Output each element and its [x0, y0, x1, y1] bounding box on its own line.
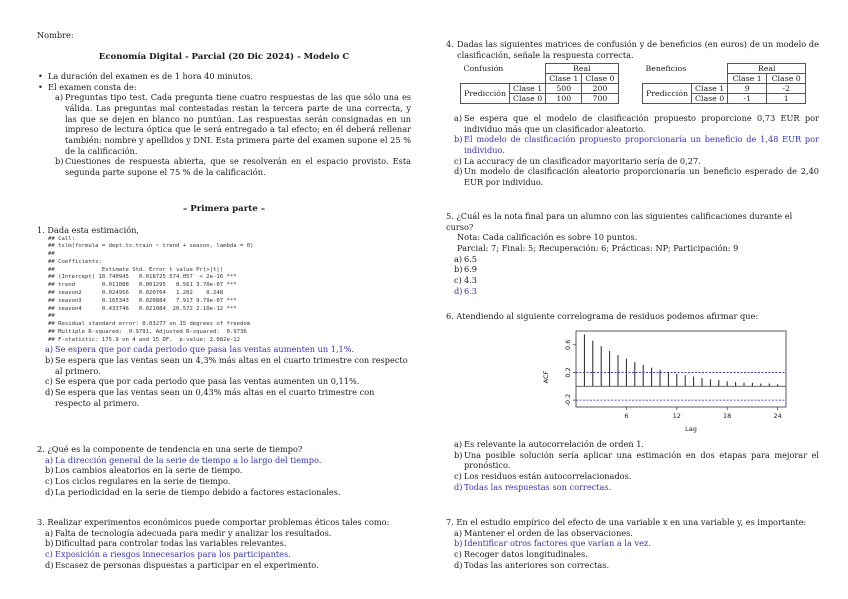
benefits-cell-11: 9 [728, 84, 767, 94]
q3-option-c-text: Exposición a riesgos innecesarios para los participantes. [55, 548, 291, 559]
q2-option-c-text: Los ciclos regulares en la serie de tiempo. [55, 475, 231, 486]
q3-text: Realizar experimentos económicos puede comportar problemas éticos tales como: [47, 517, 390, 527]
q5-option-b-text: 6.9 [464, 264, 478, 275]
q4-option-b[interactable] [446, 134, 819, 155]
benefits-cell-01: -1 [728, 94, 767, 104]
q1-option-d-label: d) [45, 387, 54, 397]
instructions [37, 71, 411, 178]
q7-option-c[interactable] [446, 549, 819, 560]
q5-option-c-label: c) [454, 274, 462, 285]
question-3 [37, 517, 411, 570]
q1-option-b-label: b) [45, 355, 54, 366]
benefits-matrix [642, 63, 806, 104]
instruction-part-b [37, 156, 411, 177]
confusion-real-header: Real [546, 64, 618, 74]
q7-option-d-label: d) [454, 559, 463, 570]
q5-option-b-label: b) [454, 264, 463, 275]
q4-option-d-text: Un modelo de clasificación aleatorio proporcionaría un beneficio esperado de 2,40 EUR por individuo. [464, 166, 819, 187]
q5-option-a-label: a) [454, 253, 463, 264]
confusion-matrix [460, 63, 619, 104]
q5-number: 5. [446, 211, 454, 221]
benefits-pred-header: Predicción [643, 84, 692, 104]
confusion-col-class1: Clase 1 [546, 74, 582, 84]
q6-options [446, 439, 819, 492]
q6-option-b[interactable] [446, 450, 819, 471]
acf-axes [564, 331, 786, 420]
q2-text: ¿Qué es la componente de tendencia en una serie de tiempo? [47, 444, 303, 454]
q4-option-d-label: d) [454, 166, 463, 177]
acf-chart [536, 323, 796, 435]
question-7 [446, 517, 819, 570]
q7-option-b-text: Identificar otros factores que varían a la vez. [464, 538, 651, 549]
acf-x-axis-label: Lag [685, 425, 697, 433]
exam-title: Economía Digital - Parcial (20 Dic 2024) - Modelo C [98, 52, 350, 62]
benefits-row-class0: Clase 0 [692, 94, 728, 104]
q5-option-d-text: 6.3 [464, 285, 478, 296]
q1-option-c-text: Se espera que por cada periodo que pasa las ventas aumenten un 0,11%. [55, 376, 360, 387]
instruction-structure [37, 82, 411, 93]
q3-number: 3. [37, 517, 45, 527]
acf-x-tick-label: 12 [672, 412, 681, 420]
confusion-cell-10: 200 [582, 84, 618, 94]
part-b-text: Cuestiones de respuesta abierta, que se resolverán en el espacio provisto. Esta segunda parte supone el 75 % de la calificación. [65, 156, 411, 177]
q4-text: Dadas las siguientes matrices de confusión y de beneficios (en euros) de un modelo de clasificación, señale la respuesta correcta. [457, 39, 819, 60]
benefits-row-class1: Clase 1 [692, 84, 728, 94]
question-2 [37, 444, 411, 497]
q7-option-d[interactable] [446, 560, 819, 571]
q5-note: Nota: Cada calificación es sobre 10 puntos. [457, 232, 638, 243]
name-label: Nombre: [37, 30, 74, 40]
q1-option-c-label: c) [45, 376, 53, 387]
benefits-col-class1: Clase 1 [728, 74, 767, 84]
q5-text: ¿Cuál es la nota final para un alumno con las siguientes calificaciones durante el curso? [446, 211, 793, 232]
q4-option-b-label: b) [454, 134, 463, 145]
acf-x-tick-label: 24 [773, 412, 782, 420]
benefits-cell-00: 1 [767, 94, 806, 104]
confusion-pred-header: Predicción [461, 84, 510, 104]
q6-option-a-text: Es relevante la autocorrelación de orden 1. [464, 439, 645, 449]
acf-y-tick-label: 0.6 [564, 339, 572, 350]
q2-option-b[interactable] [37, 465, 411, 476]
question-6 [446, 311, 819, 322]
benefits-cell-10: -2 [767, 84, 806, 94]
q1-option-c[interactable] [37, 376, 411, 387]
confusion-title: Confusión [463, 64, 504, 73]
q7-option-b[interactable] [446, 538, 819, 549]
part-a-label: a) [55, 92, 64, 103]
confusion-cell-00: 700 [582, 94, 618, 104]
q3-option-d-label: d) [45, 559, 54, 570]
q4-option-c-label: c) [454, 155, 462, 166]
q4-number: 4. [446, 39, 454, 49]
instruction-duration: • La duración del examen es de 1 hora 40 minutos. [37, 71, 411, 82]
q7-option-d-text: Todas las anteriores son correctas. [464, 559, 610, 570]
q2-option-d-label: d) [45, 486, 54, 497]
q7-option-a[interactable] [446, 528, 819, 539]
q3-option-d-text: Escasez de personas dispuestas a participar en el experimento. [55, 559, 319, 570]
q7-number: 7. [446, 517, 454, 527]
q6-option-d-label: d) [454, 481, 463, 492]
q6-number: 6. [446, 311, 454, 321]
q2-option-a[interactable] [37, 455, 411, 466]
benefits-col-class0: Clase 0 [767, 74, 806, 84]
q2-option-b-text: Los cambios aleatorios en la serie de tiempo. [55, 465, 243, 476]
q7-option-a-text: Mantener el orden de las observaciones. [464, 527, 633, 538]
confusion-row-class1: Clase 1 [510, 84, 546, 94]
instruction-part-a [37, 92, 411, 156]
q3-option-b-text: Dificultad para controlar todas las variables relevantes. [55, 538, 287, 549]
q2-option-b-label: b) [45, 465, 54, 476]
q1-option-a-text: Se espera que por cada periodo que pasa las ventas aumenten un 1,1%. [55, 344, 355, 355]
q6-option-c-label: c) [454, 470, 462, 481]
q3-option-b[interactable] [37, 538, 411, 549]
acf-y-axis-label: ACF [542, 370, 550, 384]
acf-plot-frame [576, 331, 786, 407]
q7-option-a-label: a) [454, 527, 463, 538]
q5-option-c-text: 4.3 [464, 274, 478, 285]
acf-y-tick-label: -0.2 [564, 393, 572, 407]
confusion-cell-01: 100 [546, 94, 582, 104]
q6-text: Atendiendo al siguiente correlograma de residuos podemos afirmar que: [456, 311, 759, 321]
q4-options [446, 113, 819, 188]
confusion-cell-11: 500 [546, 84, 582, 94]
q5-option-d-label: d) [454, 285, 463, 296]
q5-option-a-text: 6.5 [464, 253, 478, 264]
q5-option-b[interactable] [446, 264, 819, 275]
q6-option-c-text: Los residuos están autocorrelacionados. [464, 470, 632, 481]
q4-option-a-label: a) [454, 113, 463, 123]
q7-option-c-label: c) [454, 548, 462, 559]
section-title: – Primera parte – [182, 204, 266, 214]
q4-option-c-text: La accuracy de un clasificador mayoritario sería de 0,27. [464, 155, 701, 166]
instruction-structure-label: El examen consta de: [48, 81, 137, 92]
question-5 [446, 211, 819, 296]
q6-option-d-text: Todas las respuestas son correctas. [464, 481, 612, 492]
q4-option-b-text: El modelo de clasificación propuesto proporcionaría un beneficio de 1,48 EUR por individuo. [464, 134, 819, 155]
q6-option-b-label: b) [454, 449, 463, 460]
q7-text: En el estudio empírico del efecto de una variable x en una variable y, es importante: [456, 517, 807, 527]
question-4 [446, 39, 819, 60]
q3-option-a-label: a) [45, 527, 54, 538]
q1-option-b[interactable] [37, 355, 411, 376]
q3-option-c[interactable] [37, 549, 411, 560]
acf-bars [584, 334, 777, 386]
q2-number: 2. [37, 444, 45, 454]
q2-option-c[interactable] [37, 476, 411, 487]
q5-option-a[interactable] [446, 254, 819, 265]
q5-option-c[interactable] [446, 275, 819, 286]
q6-option-c[interactable] [446, 471, 819, 482]
q5-option-d[interactable] [446, 286, 819, 297]
q5-grades: Parcial: 7; Final: 5; Recuperación: 6; Prácticas: NP; Participación: 9 [457, 242, 739, 253]
q2-option-a-text: La dirección general de la serie de tiempo a lo largo del tiempo. [55, 454, 322, 465]
q2-option-a-label: a) [45, 454, 54, 465]
q6-option-a[interactable] [446, 439, 819, 450]
q1-option-d[interactable] [37, 387, 411, 408]
acf-x-tick-label: 18 [723, 412, 732, 420]
q1-regression-output: ## Call: ## tslm(formula = dept.ts.train ~ trend + season, lambda = 0) ## ## Coefficients: ## Estimate Std. Error t value Pr(>|t|) ## (Intercept) 10.740945 0.018725 574.057 < 2e-16 *** ## trend 0.011088 0.001295 8.561 3.70e-07 *** ## season2 0.024956 0.020764 1.202 0.248 ## season3 0.165343 0.020884 7.917 9.79e-07 *** ## season4 0.433746 0.021084 20.572 2.10e-12 *** ## ## Residual standard error: 0.03277 on 15 degrees of freedom ## Multiple R-squared: 0.9791, Adjusted R-squared: 0.9736 ## F-statistic: 175.9 on 4 and 15 DF, p-value: 2.082e-12 [48, 235, 254, 343]
confusion-col-class0: Clase 0 [582, 74, 618, 84]
q7-option-b-label: b) [454, 538, 463, 549]
q6-option-a-label: a) [454, 439, 463, 449]
q4-option-a[interactable] [446, 113, 819, 134]
q1-text: Dada esta estimación, [47, 225, 140, 235]
acf-y-tick-label: 0.2 [564, 367, 572, 378]
q4-option-a-text: Se espera que el modelo de clasificación propuesto proporcione 0,73 EUR por individuo más que un clasificador aleatorio. [464, 113, 819, 134]
q3-option-d[interactable] [37, 560, 411, 571]
part-a-text: Preguntas tipo test. Cada pregunta tiene cuatro respuestas de las que sólo una es válida. Las preguntas mal contestadas restan la tercera parte de una correcta, y las que se dejen en blanco no puntúan. Las respuestas serán consignadas en un impreso de lectura óptica que le será entregado a tal efecto; en él deberá rellenar también: nombre y apellidos y DNI. Esta primera parte del examen supone el 25 % de la calificación. [65, 92, 411, 156]
q3-option-a-text: Falta de tecnología adecuada para medir y analizar los resultados. [55, 527, 332, 538]
q1-option-b-text: Se espera que las ventas sean un 4,3% más altas en el cuarto trimestre con respecto al primero. [55, 355, 408, 376]
benefits-real-header: Real [728, 64, 806, 74]
q1-option-a-label: a) [45, 344, 54, 355]
part-b-label: b) [55, 156, 64, 167]
question-1 [37, 225, 411, 408]
q3-option-b-label: b) [45, 538, 54, 549]
q4-option-d[interactable] [446, 166, 819, 187]
q2-option-c-label: c) [45, 475, 53, 486]
q2-option-d[interactable] [37, 487, 411, 498]
q7-option-c-text: Recoger datos longitudinales. [464, 548, 588, 559]
q3-option-c-label: c) [45, 548, 53, 559]
q3-option-a[interactable] [37, 528, 411, 539]
confusion-row-class0: Clase 0 [510, 94, 546, 104]
q1-number: 1. [37, 225, 45, 235]
q2-option-d-text: La periodicidad en la serie de tiempo debido a factores estacionales. [55, 486, 341, 497]
benefits-title: Beneficios [645, 64, 687, 73]
q4-option-c[interactable] [446, 156, 819, 167]
q6-option-d[interactable] [446, 482, 819, 493]
acf-x-tick-label: 6 [624, 412, 629, 420]
q6-option-b-text: Una posible solución sería aplicar una estimación en dos etapas para mejorar el pronóstico. [464, 449, 819, 471]
q1-option-d-text: Se espera que las ventas sean un 0,43% más altas en el cuarto trimestre con respecto al primero. [55, 387, 375, 408]
q1-option-a[interactable] [37, 344, 411, 355]
